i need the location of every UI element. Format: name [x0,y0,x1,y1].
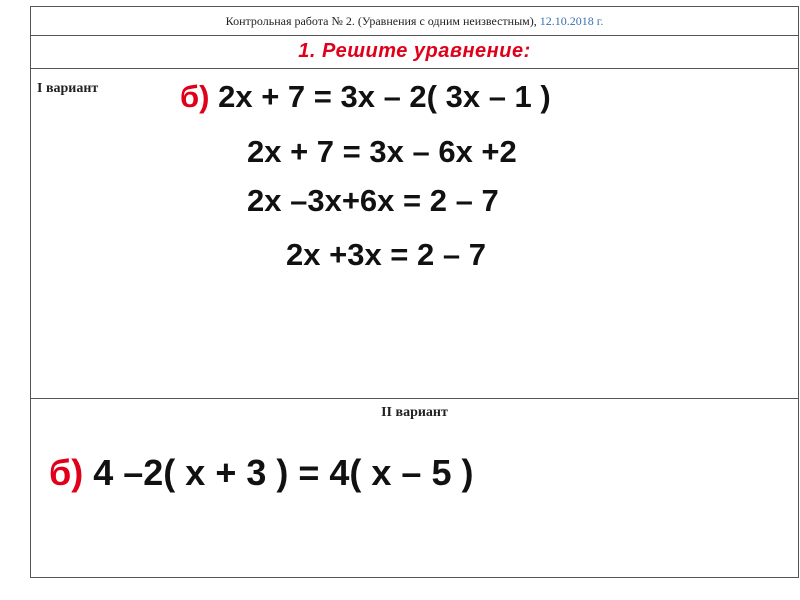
variant-1-equation-text: 2х + 7 = 3х – 2( 3х – 1 ) [209,79,551,114]
header-row [31,7,798,36]
variant-1-equation [180,79,551,115]
task-row [31,36,798,69]
variant-2-equation [49,452,473,494]
variant-1-label: I вариант [37,81,99,96]
title-date: 12.10.2018 г. [539,14,604,28]
worksheet-title [31,14,798,29]
variant-2-label: II вариант [381,405,448,420]
variant-1-step-1: 2х + 7 = 3х – 6х +2 [247,134,517,169]
task-heading: 1. Решите уравнение: [298,40,531,62]
variant-1-step-3: 2х +3х = 2 – 7 [286,237,486,272]
variant-2-item-letter: б) [49,452,84,493]
variant-1-section [31,69,798,399]
variant-1-item-letter: б) [180,79,210,114]
variant-2-equation-text: 4 –2( х + 3 ) = 4( х – 5 ) [83,452,474,493]
worksheet-table [30,6,799,578]
variant-2-section [31,399,798,579]
title-text: Контрольная работа № 2. (Уравнения с одним неизвестным), [225,14,540,28]
variant-1-step-2: 2х –3х+6х = 2 – 7 [247,183,499,218]
